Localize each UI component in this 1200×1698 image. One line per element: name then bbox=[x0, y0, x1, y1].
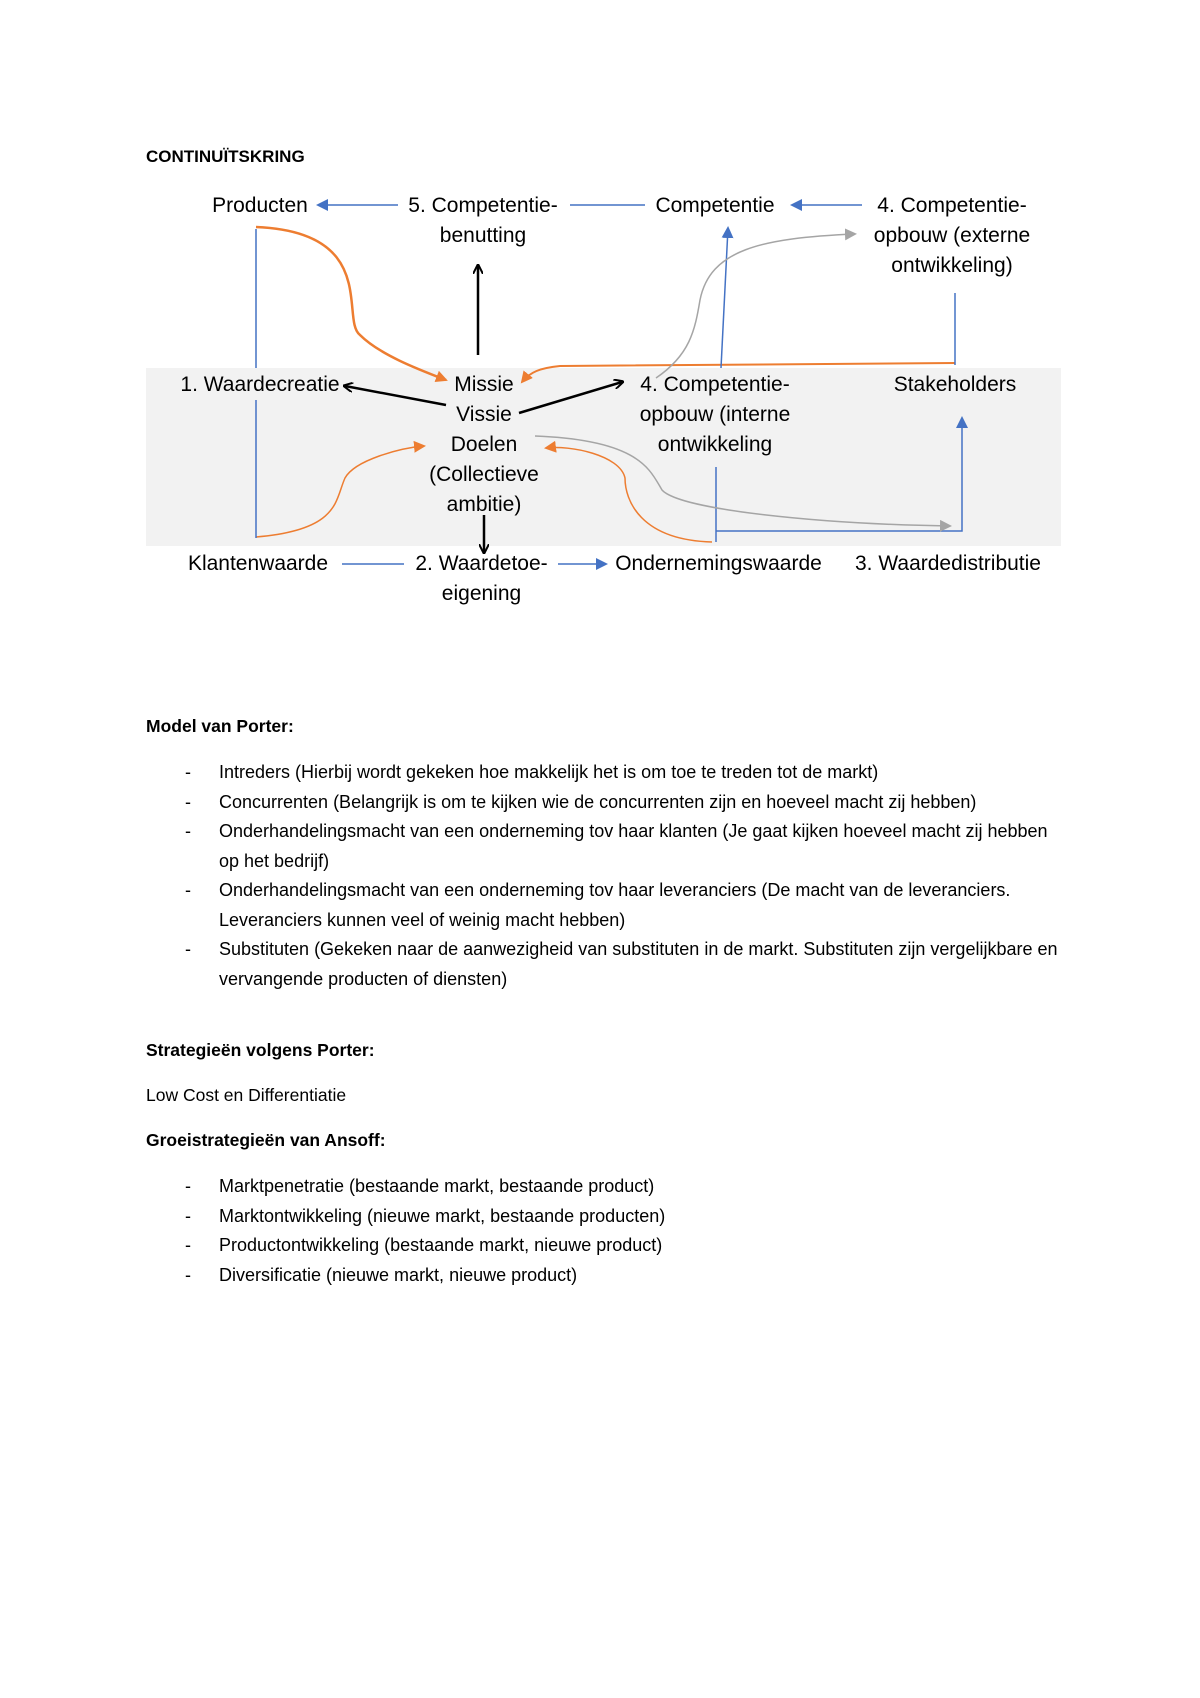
continuiteitskring-diagram bbox=[0, 0, 1200, 640]
line: opbouw (externe bbox=[873, 224, 1031, 247]
line: 5. Competentie- bbox=[408, 194, 558, 217]
list-item: - Substituten (Gekeken naar de aanwezigheid van substituten in de markt. Substituten zijn vergelijkbare en vervangende producten of diensten) bbox=[146, 935, 1066, 994]
node-waardecreatie-label: 1. Waardecreatie bbox=[180, 373, 340, 396]
line: 4. Competentie- bbox=[640, 373, 790, 396]
list-item: - Onderhandelingsmacht van een onderneming tov haar leveranciers (De macht van de leveranciers. Leveranciers kunnen veel of weinig macht hebben) bbox=[146, 876, 1066, 935]
list-item: - Marktpenetratie (bestaande markt, bestaande product) bbox=[146, 1172, 1066, 1202]
node-klantenwaarde bbox=[178, 549, 338, 579]
line: (Collectieve bbox=[429, 463, 539, 486]
node-competentie-benutting bbox=[398, 191, 568, 251]
line: Missie bbox=[454, 373, 514, 396]
line: 4. Competentie- bbox=[877, 194, 1027, 217]
porter-heading: Model van Porter: bbox=[146, 716, 294, 736]
node-ondernemingswaarde bbox=[606, 549, 831, 579]
line: ontwikkeling bbox=[657, 433, 773, 456]
porter-list bbox=[146, 758, 1066, 994]
diagram-arrows bbox=[0, 0, 1200, 640]
arrow-opbouw-intern-to-competentie bbox=[721, 228, 728, 368]
node-competentie-label: Competentie bbox=[655, 194, 775, 217]
node-competentie-opbouw-extern bbox=[862, 191, 1042, 281]
line: 2. Waardetoe- bbox=[415, 552, 548, 575]
node-waardedistributie-label: 3. Waardedistributie bbox=[855, 552, 1041, 575]
line: Doelen bbox=[450, 433, 518, 456]
list-item: - Productontwikkeling (bestaande markt, nieuwe product) bbox=[146, 1231, 1066, 1261]
strategies-text: Low Cost en Differentiatie bbox=[146, 1085, 347, 1105]
node-competentie bbox=[645, 191, 785, 221]
node-stakeholders bbox=[880, 370, 1030, 400]
page-title: CONTINUÏTSKRING bbox=[146, 147, 305, 166]
curve-klantenwaarde-to-doelen bbox=[256, 446, 424, 537]
node-klantenwaarde-label: Klantenwaarde bbox=[187, 552, 329, 575]
node-ondernemingswaarde-label: Ondernemingswaarde bbox=[615, 552, 822, 575]
node-competentie-opbouw-intern bbox=[625, 370, 805, 460]
line: ontwikkeling) bbox=[891, 254, 1013, 277]
ansoff-list bbox=[146, 1172, 1066, 1290]
line: benutting bbox=[439, 224, 527, 247]
line: opbouw (interne bbox=[639, 403, 791, 426]
node-missie-vissie-doelen bbox=[419, 370, 549, 520]
node-stakeholders-label: Stakeholders bbox=[893, 373, 1017, 396]
list-item: - Diversificatie (nieuwe markt, nieuwe product) bbox=[146, 1261, 1066, 1291]
list-item: - Marktontwikkeling (nieuwe markt, bestaande producten) bbox=[146, 1202, 1066, 1232]
node-waardedistributie bbox=[843, 549, 1053, 579]
ansoff-heading: Groeistrategieën van Ansoff: bbox=[146, 1130, 386, 1150]
line: Vissie bbox=[456, 403, 512, 426]
strategies-heading: Strategieën volgens Porter: bbox=[146, 1040, 375, 1060]
curve-missie-to-opbouw-extern bbox=[656, 234, 855, 378]
node-producten bbox=[205, 191, 315, 221]
list-item: - Onderhandelingsmacht van een onderneming tov haar klanten (Je gaat kijken hoeveel macht zij hebben op het bedrijf) bbox=[146, 817, 1066, 876]
line: ambitie) bbox=[446, 493, 522, 516]
list-item: - Intreders (Hierbij wordt gekeken hoe makkelijk het is om toe te treden tot de markt) bbox=[146, 758, 1066, 788]
line: eigening bbox=[441, 582, 522, 605]
curve-ondernemingswaarde-to-doelen bbox=[546, 447, 712, 542]
node-producten-label: Producten bbox=[212, 194, 308, 217]
node-waardecreatie bbox=[170, 370, 350, 400]
list-item: - Concurrenten (Belangrijk is om te kijken wie de concurrenten zijn en hoeveel macht zij hebben) bbox=[146, 788, 1066, 818]
node-waardetoeeigening bbox=[404, 549, 559, 609]
